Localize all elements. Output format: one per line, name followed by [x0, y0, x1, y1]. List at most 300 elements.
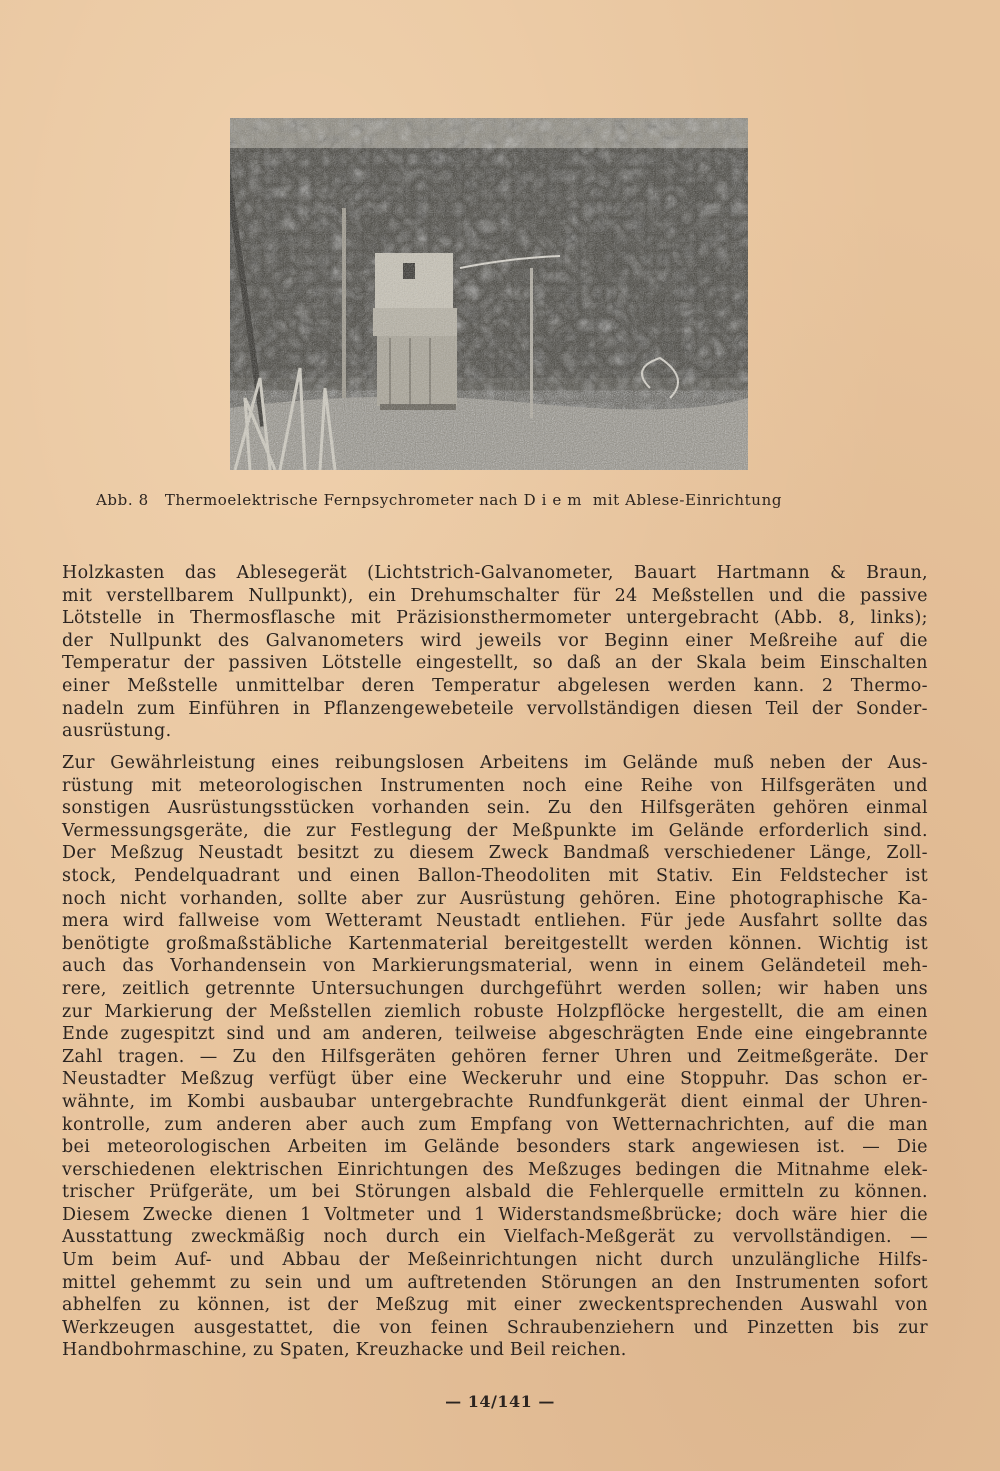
text-line: [62, 978, 928, 1001]
text-line: [62, 910, 928, 933]
word: im: [384, 1137, 408, 1158]
word: Ausfahrt: [739, 911, 819, 932]
word: Spaten,: [279, 1340, 351, 1361]
text-line: [62, 607, 928, 630]
word: kann.: [753, 675, 805, 696]
word: Einführen: [188, 698, 281, 719]
word: Stoppuhr.: [680, 1069, 770, 1090]
word: Diesem: [62, 1204, 131, 1225]
word: nicht: [119, 888, 167, 909]
word: reibungslosen: [334, 753, 465, 773]
word: ausrüstung.: [62, 721, 172, 742]
word: jeweils: [478, 630, 542, 651]
word: stark: [627, 1137, 675, 1158]
word: Ausrüstungsstücken: [167, 798, 355, 819]
word: und: [297, 865, 333, 886]
text-line: [62, 1226, 928, 1249]
word: er-: [902, 1069, 928, 1090]
word: die: [545, 1182, 575, 1203]
word: Gewährleistung: [110, 753, 256, 773]
text-line: [62, 1294, 928, 1317]
word: mit: [608, 865, 639, 886]
word: verschiedenen: [62, 1159, 196, 1180]
word: einen: [349, 865, 401, 886]
word: zu: [158, 1295, 181, 1316]
word: sind: [226, 1024, 265, 1045]
word: 1: [474, 1204, 486, 1225]
word: Hilfsgeräten: [760, 775, 876, 796]
word: bereitgestellt: [504, 933, 629, 954]
word: den: [271, 1046, 306, 1067]
word: —: [199, 1046, 218, 1067]
word: Drehumschalter: [410, 585, 560, 606]
word: rüstung: [62, 775, 134, 796]
word: man: [888, 1114, 928, 1135]
word: Sonder-: [855, 698, 928, 719]
word: Wetternachrichten,: [612, 1114, 791, 1135]
word: Kreuzhacke: [355, 1340, 464, 1361]
word: wäre: [792, 1204, 838, 1225]
word: gehören: [772, 798, 849, 819]
word: die: [332, 1317, 361, 1338]
word: diesen: [692, 698, 753, 719]
word: der: [811, 698, 843, 719]
word: entliehen.: [534, 911, 627, 932]
text-line: [62, 955, 928, 978]
word: können.: [854, 1182, 928, 1203]
word: abgelesen: [557, 675, 651, 696]
word: eines: [271, 753, 320, 773]
text-line: [62, 562, 928, 585]
word: —: [910, 1227, 928, 1248]
word: stock,: [62, 865, 117, 886]
word: Einschalten: [819, 653, 928, 674]
word: 1: [300, 1204, 312, 1225]
word: Ausrüstung: [459, 888, 566, 909]
word: dient: [680, 1091, 729, 1112]
word: einer: [513, 1295, 562, 1316]
text-line: [62, 675, 928, 698]
word: verstellbarem: [106, 585, 235, 606]
word: meh-: [882, 956, 928, 977]
word: können,: [197, 1295, 271, 1316]
word: benötigte: [62, 933, 150, 954]
word: Präzisionsthermometer: [396, 608, 612, 629]
word: von: [566, 1114, 599, 1135]
word: in: [157, 608, 175, 629]
word: anderen: [216, 1114, 292, 1135]
text-line: [62, 933, 928, 956]
word: Hartmann: [716, 563, 810, 583]
word: untergebracht: [626, 608, 759, 629]
word: haben: [823, 978, 880, 999]
word: ein: [367, 585, 397, 606]
word: zum: [164, 1114, 203, 1135]
word: Ausstattung: [62, 1227, 173, 1248]
word: bis: [852, 1317, 880, 1338]
word: Weckeruhr: [462, 1069, 563, 1090]
word: Ka-: [897, 888, 928, 909]
figure-caption: [96, 491, 916, 509]
word: uns: [895, 978, 928, 999]
word: einer: [685, 630, 733, 651]
word: zum: [137, 698, 176, 719]
word: Pinzetten: [746, 1317, 834, 1338]
caption-text-pre: Thermoelektrische Fernpsychrometer nach: [164, 491, 519, 509]
word: Lötstelle: [62, 608, 143, 629]
word: zu: [818, 1182, 841, 1203]
word: Markierungsmaterial,: [371, 956, 574, 977]
text-line: [62, 585, 928, 608]
word: Meßstellen: [651, 585, 755, 606]
word: bei: [311, 1182, 341, 1203]
word: zur: [62, 1001, 92, 1022]
word: die: [899, 630, 928, 651]
text-line: [62, 1181, 928, 1204]
word: vorhanden: [371, 798, 470, 819]
word: Zwecke: [142, 1204, 213, 1225]
word: eine: [626, 1069, 666, 1090]
word: Arbeitens: [479, 753, 569, 773]
photo-image: [230, 118, 748, 470]
word: eingebrannte: [804, 1024, 928, 1045]
word: Arbeiten: [287, 1137, 368, 1158]
word: ermitteln: [718, 1182, 805, 1203]
word: am: [837, 1001, 865, 1022]
word: der: [818, 1091, 850, 1112]
word: so: [532, 653, 553, 674]
word: noch: [62, 888, 107, 909]
word: zur: [898, 1317, 928, 1338]
word: auch: [360, 1114, 405, 1135]
word: in: [654, 956, 673, 977]
word: Kombi: [186, 1091, 246, 1112]
word: besonders: [516, 1137, 611, 1158]
word: das: [184, 563, 217, 583]
word: Beil: [509, 1340, 546, 1361]
word: anderen,: [361, 1024, 444, 1045]
word: der: [358, 1250, 390, 1271]
word: gehemmt: [130, 1272, 217, 1293]
word: die: [263, 820, 292, 841]
word: Neustadt: [436, 911, 521, 932]
text-line: [62, 1023, 928, 1046]
word: Zu: [547, 798, 572, 819]
word: Wetteramt: [325, 911, 423, 932]
word: zum: [418, 1114, 457, 1135]
word: links);: [870, 608, 928, 629]
word: noch: [522, 775, 567, 796]
word: Länge,: [809, 843, 872, 864]
word: von: [379, 1317, 413, 1338]
text-line: [62, 1249, 928, 1272]
word: angewiesen: [691, 1137, 800, 1158]
word: (Abb.: [773, 608, 824, 629]
word: 2: [821, 675, 834, 696]
word: den: [589, 798, 624, 819]
word: Nullpunkt: [109, 630, 202, 651]
word: Das: [784, 1069, 820, 1090]
word: die: [846, 1114, 876, 1135]
text-line: [62, 775, 928, 798]
word: sofort: [873, 1272, 928, 1293]
word: eingestellt,: [415, 653, 519, 674]
word: ferner: [541, 1046, 600, 1067]
word: der: [62, 630, 93, 651]
word: und: [893, 775, 928, 796]
word: Kartenmaterial: [348, 933, 489, 954]
word: zu: [229, 1272, 252, 1293]
word: beim: [760, 653, 806, 674]
word: den: [687, 1272, 722, 1293]
word: der: [651, 653, 683, 674]
word: noch: [323, 1227, 368, 1248]
word: gehören.: [579, 888, 662, 909]
word: Geländeteil: [760, 956, 867, 977]
word: Festlegung: [350, 820, 453, 841]
word: Nullpunkt),: [248, 585, 354, 606]
word: abgeschrägten: [548, 1024, 685, 1045]
word: großmaßstäbliche: [165, 933, 333, 954]
word: Ende: [696, 1024, 744, 1045]
word: wird: [420, 630, 462, 651]
word: Vielfach-Meßgerät: [504, 1227, 676, 1248]
word: ausgestattet,: [193, 1317, 314, 1338]
word: teilweise: [454, 1024, 537, 1045]
word: zur: [306, 820, 336, 841]
word: Voltmeter: [324, 1204, 415, 1225]
word: elektrischen: [209, 1159, 324, 1180]
word: Vermessungsgeräte,: [62, 820, 249, 841]
word: ein: [457, 1227, 486, 1248]
word: Holzkasten: [62, 563, 165, 583]
text-line: [62, 1339, 928, 1362]
word: &: [830, 563, 847, 583]
word: Braun,: [866, 563, 928, 583]
word: Der: [62, 843, 96, 864]
word: zu: [252, 1340, 275, 1361]
word: mit: [151, 775, 182, 796]
word: Zeitmeßgeräte.: [737, 1046, 880, 1067]
word: Bandmaß: [562, 843, 650, 864]
word: eine: [754, 1024, 794, 1045]
word: zugespitzt: [120, 1024, 216, 1045]
word: rere,: [62, 978, 107, 999]
word: im: [584, 753, 608, 773]
word: Zahl: [62, 1046, 103, 1067]
word: vervollständigen: [526, 698, 680, 719]
word: wir: [777, 978, 808, 999]
word: meteorologischen: [198, 775, 363, 796]
word: Ablesegerät: [236, 563, 348, 583]
word: zweckmäßig: [191, 1227, 306, 1248]
text-line: [62, 630, 928, 653]
text-line: [62, 720, 928, 743]
word: unzulängliche: [731, 1250, 861, 1271]
word: Störungen: [354, 1182, 452, 1203]
word: schon: [833, 1069, 888, 1090]
word: Auswahl: [800, 1295, 879, 1316]
word: von: [895, 1295, 928, 1316]
text-line: [62, 652, 928, 675]
word: Prüfgeräte,: [149, 1182, 255, 1203]
word: ist: [287, 1295, 311, 1316]
word: die: [734, 1159, 763, 1180]
text-line: [62, 1136, 928, 1159]
word: der: [183, 653, 215, 674]
word: sollte: [832, 911, 883, 932]
word: Zoll-: [886, 843, 928, 864]
word: Temperatur: [62, 653, 170, 674]
text-line: [62, 842, 928, 865]
word: von: [710, 775, 744, 796]
word: ziemlich: [384, 1001, 462, 1022]
word: Vorhandensein: [170, 956, 307, 977]
word: Instrumenten: [380, 775, 506, 796]
word: Gelände: [424, 1137, 500, 1158]
word: um: [365, 1272, 394, 1293]
word: alsbald: [465, 1182, 532, 1203]
word: Schraubenziehern: [506, 1317, 675, 1338]
word: meteorologischen: [107, 1137, 272, 1158]
word: hier: [850, 1204, 888, 1225]
page-number: — 14/141 —: [445, 1392, 555, 1411]
word: Der: [894, 1046, 928, 1067]
figure-photograph: [230, 118, 748, 470]
word: Galvanometers: [265, 630, 405, 651]
word: der: [466, 820, 498, 841]
word: Abbau: [282, 1250, 341, 1271]
word: bei: [62, 1137, 91, 1158]
word: durch: [660, 1250, 714, 1271]
text-line: [62, 1114, 928, 1137]
word: auftretenden: [407, 1272, 528, 1293]
word: aber: [305, 1114, 348, 1135]
word: elek-: [883, 1159, 928, 1180]
word: vom: [273, 911, 312, 932]
text-line: [62, 1091, 928, 1114]
word: einer: [62, 675, 110, 696]
word: Rundfunkgerät: [528, 1091, 667, 1112]
word: getrennte: [205, 978, 296, 999]
word: auf: [854, 630, 884, 651]
word: verschiedener: [664, 843, 795, 864]
word: untergebrachte: [370, 1091, 514, 1112]
word: mittel: [62, 1272, 117, 1293]
word: sollen;: [701, 978, 763, 999]
word: wähnte,: [62, 1091, 136, 1112]
word: einmal: [866, 798, 928, 819]
word: Skala: [696, 653, 747, 674]
paragraph-2: [62, 752, 928, 1362]
word: Gelände: [668, 820, 745, 841]
word: der: [225, 1001, 257, 1022]
word: —: [862, 1137, 881, 1158]
word: ausbaubar: [259, 1091, 357, 1112]
word: deren: [361, 675, 415, 696]
word: Neustadt: [198, 843, 283, 864]
word: vervollständigen.: [732, 1227, 892, 1248]
word: Meßstelle: [127, 675, 219, 696]
word: und: [469, 1340, 505, 1361]
word: und: [768, 585, 804, 606]
word: Empfang: [470, 1114, 553, 1135]
word: und: [576, 1069, 612, 1090]
word: reichen.: [551, 1340, 627, 1361]
word: ist: [905, 865, 928, 886]
word: von: [322, 956, 356, 977]
word: unmittelbar: [235, 675, 345, 696]
word: vorhanden,: [180, 888, 284, 909]
caption-author: Diem: [523, 491, 588, 509]
word: fallweise: [178, 911, 260, 932]
word: Um: [62, 1250, 95, 1271]
word: besitzt: [297, 843, 360, 864]
word: zu: [373, 843, 395, 864]
word: Temperatur: [432, 675, 540, 696]
word: durchgeführt: [479, 978, 603, 999]
word: Holzpflöcke: [556, 1001, 666, 1022]
word: robuste: [473, 1001, 544, 1022]
word: Neustadter: [62, 1069, 166, 1090]
word: abhelfen: [62, 1295, 142, 1316]
word: der: [327, 1295, 359, 1316]
word: neben: [769, 753, 826, 773]
word: mera: [62, 911, 110, 932]
text-line: [62, 1159, 928, 1182]
word: Widerstandsmeßbrücke;: [498, 1204, 723, 1225]
word: Werkzeugen: [62, 1317, 176, 1338]
word: nadeln: [62, 698, 125, 719]
word: tragen.: [117, 1046, 185, 1067]
word: die: [817, 585, 846, 606]
word: Feldstecher: [779, 865, 888, 886]
word: Ein: [731, 865, 763, 886]
paragraph-1: [62, 562, 928, 743]
word: Meßeinrichtungen: [407, 1250, 578, 1271]
word: im: [631, 820, 655, 841]
word: um: [268, 1182, 298, 1203]
word: Bauart: [633, 563, 697, 583]
word: und: [693, 1317, 729, 1338]
word: Fehlerquelle: [588, 1182, 705, 1203]
word: Handbohrmaschine,: [62, 1340, 248, 1361]
word: Hilfsgeräten: [640, 798, 756, 819]
word: Mitnahme: [776, 1159, 870, 1180]
word: und: [687, 1046, 722, 1067]
word: kontrolle,: [62, 1114, 151, 1135]
word: wird: [122, 911, 165, 932]
word: Aus-: [887, 753, 928, 773]
word: einem: [688, 956, 745, 977]
word: in: [292, 698, 311, 719]
word: und: [426, 1204, 462, 1225]
word: feinen: [430, 1317, 489, 1338]
word: trischer: [62, 1182, 135, 1203]
text-line: [62, 1046, 928, 1069]
word: Instrumenten: [735, 1272, 861, 1293]
word: eine: [584, 775, 624, 796]
word: muß: [713, 753, 755, 773]
word: durch: [385, 1227, 440, 1248]
word: über: [350, 1069, 394, 1090]
word: sein: [264, 1272, 303, 1293]
word: beim: [111, 1250, 158, 1271]
word: das: [896, 911, 928, 932]
word: sein.: [486, 798, 531, 819]
word: aber: [361, 888, 403, 909]
word: Teil: [765, 698, 799, 719]
